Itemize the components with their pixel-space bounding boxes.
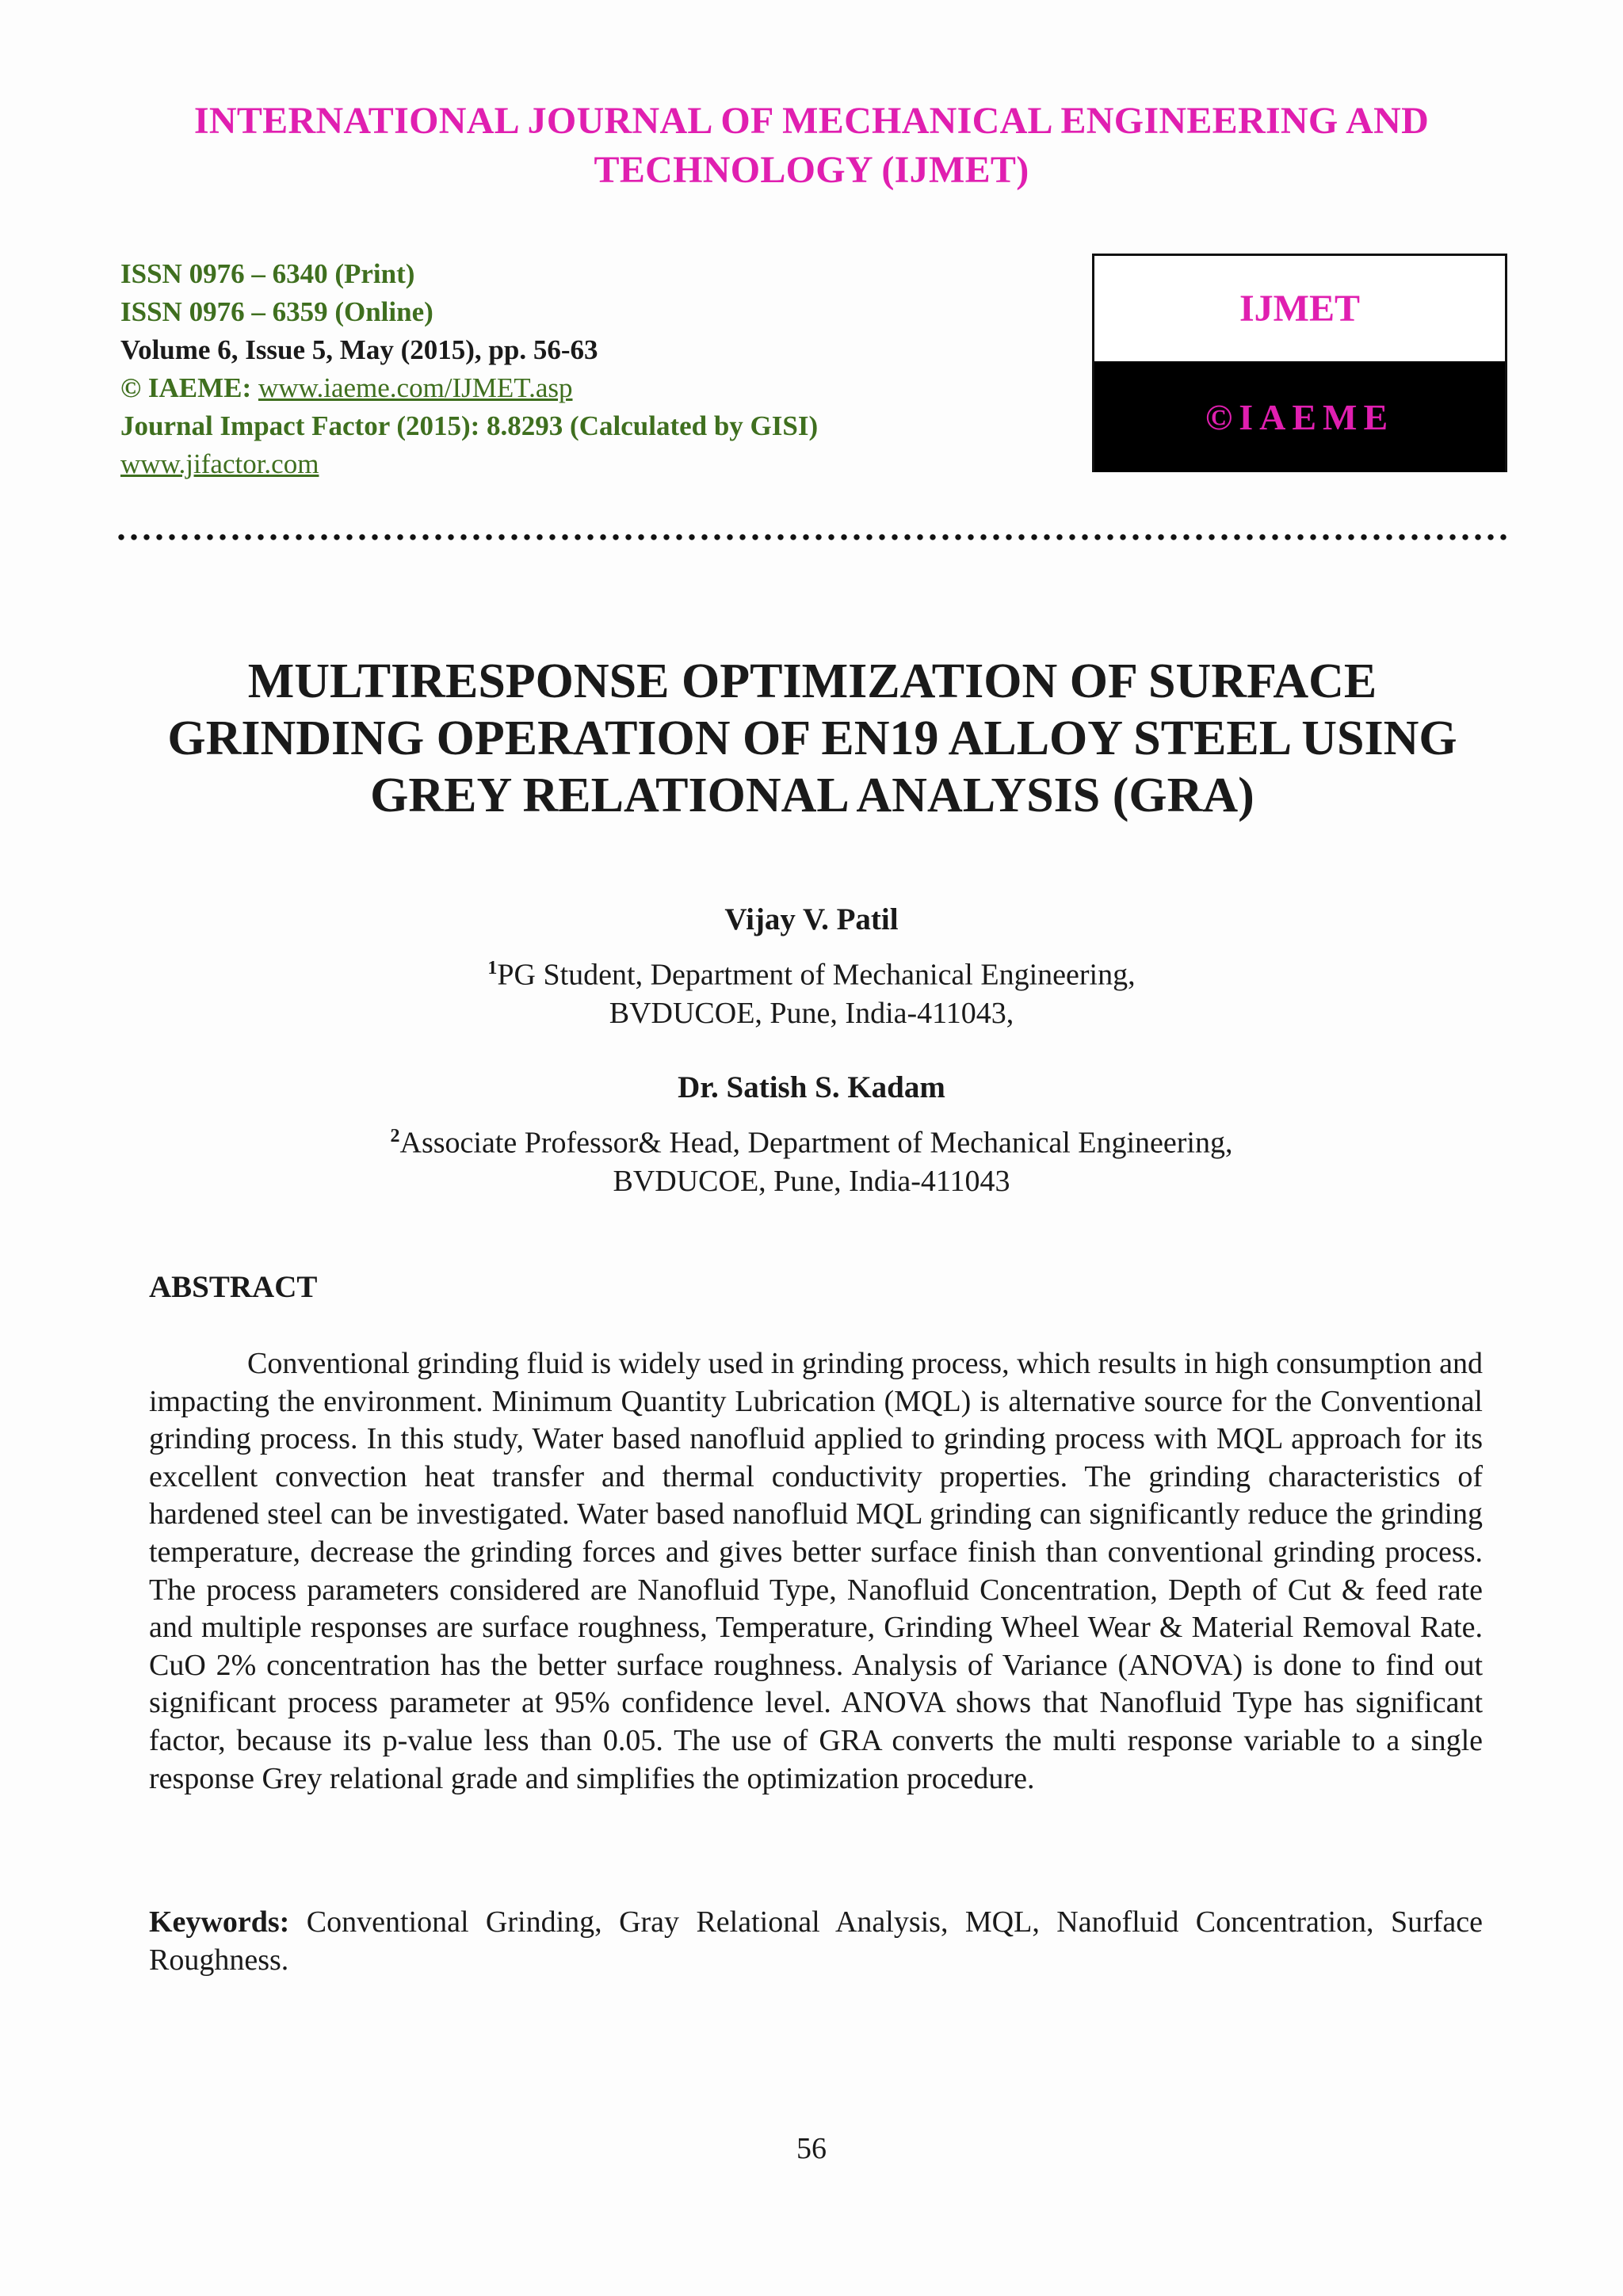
keywords-list: Conventional Grinding, Gray Relational Analysis, MQL, Nanofluid Concentration, Surface Roughness. (149, 1905, 1484, 1977)
affiliation-line-1: Associate Professor& Head, Department of Mechanical Engineering, (399, 1126, 1233, 1160)
issn-print: ISSN 0976 – 6340 (Print) (120, 258, 415, 289)
paper-title-line-3: GREY RELATIONAL ANALYSIS (GRA) (370, 769, 1254, 822)
paper-title-line-1: MULTIRESPONSE OPTIMIZATION OF SURFACE (247, 654, 1377, 708)
paper-title (119, 653, 1506, 824)
iaeme-label: © IAEME: (120, 372, 252, 403)
author-affiliation (0, 949, 1623, 1032)
abstract-heading: ABSTRACT (149, 1270, 318, 1304)
keywords (149, 1903, 1483, 1979)
issn-online: ISSN 0976 – 6359 (Online) (120, 296, 433, 327)
affiliation-line-2: BVDUCOE, Pune, India-411043 (613, 1164, 1010, 1198)
impact-factor: Journal Impact Factor (2015): 8.8293 (Calculated by GISI) (120, 410, 819, 441)
affiliation-line-1: PG Student, Department of Mechanical Engineering, (497, 958, 1136, 992)
author-affiliation (0, 1117, 1623, 1200)
logo-iaeme: ©IAEME (1094, 361, 1505, 472)
affiliation-line-2: BVDUCOE, Pune, India-411043, (609, 996, 1014, 1030)
author-name: Vijay V. Patil (724, 902, 899, 936)
volume-info: Volume 6, Issue 5, May (2015), pp. 56-63 (120, 334, 598, 365)
dotted-divider (115, 532, 1511, 542)
journal-title (95, 97, 1528, 195)
iaeme-link[interactable]: www.iaeme.com/IJMET.asp (258, 372, 573, 403)
jifactor-link[interactable]: www.jifactor.com (120, 448, 319, 479)
affiliation-marker: 1 (487, 958, 498, 978)
logo-ijmet: IJMET (1239, 288, 1360, 330)
journal-meta (120, 255, 818, 483)
paper-title-line-2: GRINDING OPERATION OF EN19 ALLOY STEEL USING (167, 711, 1457, 765)
author-name: Dr. Satish S. Kadam (678, 1070, 945, 1104)
iaeme-line (120, 369, 818, 407)
journal-title-line-2: TECHNOLOGY (IJMET) (594, 149, 1029, 191)
journal-title-line-1: INTERNATIONAL JOURNAL OF MECHANICAL ENGINEERING AND (193, 100, 1430, 142)
abstract-body: Conventional grinding fluid is widely used in grinding process, which results in high consumption and impacting the environment. Minimum Quantity Lubrication (MQL) is alternative source for the Conventional grinding process. In this study, Water based nanofluid applied to grinding process with MQL approach for its excellent convection heat transfer and thermal conductivity properties. The grinding characteristics of hardened steel can be investigated. Water based nanofluid MQL grinding can significantly reduce the grinding temperature, decrease the grinding forces and gives better surface finish than conventional grinding process. The process parameters considered are Nanofluid Type, Nanofluid Concentration, Depth of Cut & feed rate and multiple responses are surface roughness, Temperature, Grinding Wheel Wear & Material Removal Rate. CuO 2% concentration has the better surface roughness. Analysis of Variance (ANOVA) is done to find out significant process parameter at 95% confidence level. ANOVA shows that Nanofluid Type has significant factor, because its p-value less than 0.05. The use of GRA converts the multi response variable to a single response Grey relational grade and simplifies the optimization procedure. (149, 1347, 1483, 1795)
journal-logo-box (1092, 254, 1507, 472)
page-number: 56 (796, 2132, 827, 2165)
affiliation-marker: 2 (390, 1126, 400, 1146)
keywords-label: Keywords: (149, 1905, 290, 1939)
